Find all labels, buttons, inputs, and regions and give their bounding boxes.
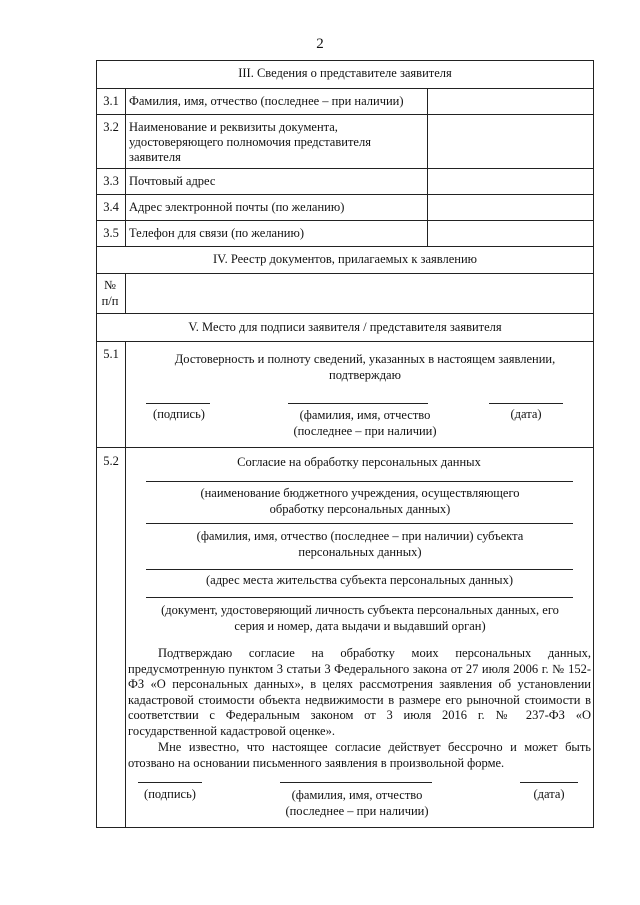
consent-field-caption-4: (документ, удостоверяющий личность субъекта персональных данных, его серия и номер, дата выдачи и выдавший орган) — [161, 603, 559, 633]
consent-date-caption: (дата) — [533, 787, 565, 801]
row-3-1-value-cell[interactable] — [428, 89, 593, 114]
consent-title: Согласие на обработку персональных данных — [237, 455, 481, 469]
row-5-1-name-line[interactable] — [288, 403, 428, 404]
row-5-1-name-caption: (фамилия, имя, отчество (последнее – при наличии) — [293, 408, 437, 438]
row-5-1-signature-caption: (подпись) — [153, 407, 205, 421]
row-5-1-date-caption: (дата) — [510, 407, 542, 421]
consent-paragraph-2: Мне известно, что настоящее согласие действует бессрочно и может быть отозвано на основании письменного заявления в произвольной форме. — [128, 740, 591, 770]
consent-signature-line[interactable] — [138, 782, 202, 783]
consent-field-line-1[interactable] — [146, 481, 573, 482]
section3-title: III. Сведения о представителе заявителя — [238, 66, 452, 80]
row-3-1-number: 3.1 — [103, 94, 119, 108]
consent-field-caption-2: (фамилия, имя, отчество (последнее – при наличии) субъекта персональных данных) — [196, 529, 524, 559]
row-3-2-value-cell[interactable] — [428, 115, 593, 168]
row-3-5-label: Телефон для связи (по желанию) — [129, 226, 304, 240]
row-3-4-label: Адрес электронной почты (по желанию) — [129, 200, 345, 214]
row-3-3-value-cell[interactable] — [428, 169, 593, 194]
section4-title: IV. Реестр документов, прилагаемых к заявлению — [213, 252, 477, 266]
row-3-4-number: 3.4 — [103, 200, 119, 214]
consent-field-line-4[interactable] — [146, 597, 573, 598]
row-5-2-number: 5.2 — [103, 454, 119, 468]
registry-documents-cell[interactable] — [126, 274, 593, 313]
consent-field-caption-3: (адрес места жительства субъекта персональных данных) — [205, 573, 513, 587]
registry-number-header: № п/п — [101, 278, 119, 308]
row-5-1-date-line[interactable] — [489, 403, 563, 404]
consent-field-line-3[interactable] — [146, 569, 573, 570]
consent-name-caption: (фамилия, имя, отчество (последнее – при наличии) — [285, 788, 429, 818]
row-3-4-value-cell[interactable] — [428, 195, 593, 220]
row-5-1-number: 5.1 — [103, 347, 119, 361]
row-5-1-confirm-text: Достоверность и полноту сведений, указанных в настоящем заявлении, подтверждаю — [174, 352, 556, 382]
row-3-3-label: Почтовый адрес — [129, 174, 216, 188]
section5-title: V. Место для подписи заявителя / представителя заявителя — [188, 320, 502, 334]
row-5-1-signature-line[interactable] — [146, 403, 210, 404]
consent-name-line[interactable] — [280, 782, 432, 783]
consent-paragraph-1: Подтверждаю согласие на обработку моих персональных данных, предусмотренную пунктом 3 статьи 3 Федерального закона от 27 июля 2006 г. № 152-ФЗ «О персональных данных», в целях рассмотрения заявления об установлении кадастровой стоимости объекта недвижимости в размере его рыночной стоимости в соответствии с Федеральным законом от 3 июля 2016 г. № 237-ФЗ «О государственной кадастровой оценке». — [128, 646, 591, 738]
row-3-2-number: 3.2 — [103, 120, 119, 134]
row-3-3-number: 3.3 — [103, 174, 119, 188]
row-3-1-label: Фамилия, имя, отчество (последнее – при наличии) — [129, 94, 404, 108]
page-number: 2 — [316, 36, 324, 52]
consent-signature-caption: (подпись) — [144, 787, 196, 801]
row-3-5-number: 3.5 — [103, 226, 119, 240]
consent-date-line[interactable] — [520, 782, 578, 783]
consent-field-caption-1: (наименование бюджетного учреждения, осуществляющего обработку персональных данных) — [200, 486, 520, 516]
row-3-5-value-cell[interactable] — [428, 221, 593, 246]
row-3-2-label: Наименование и реквизиты документа, удостоверяющего полномочия представителя заявителя — [129, 120, 371, 164]
consent-field-line-2[interactable] — [146, 523, 573, 524]
